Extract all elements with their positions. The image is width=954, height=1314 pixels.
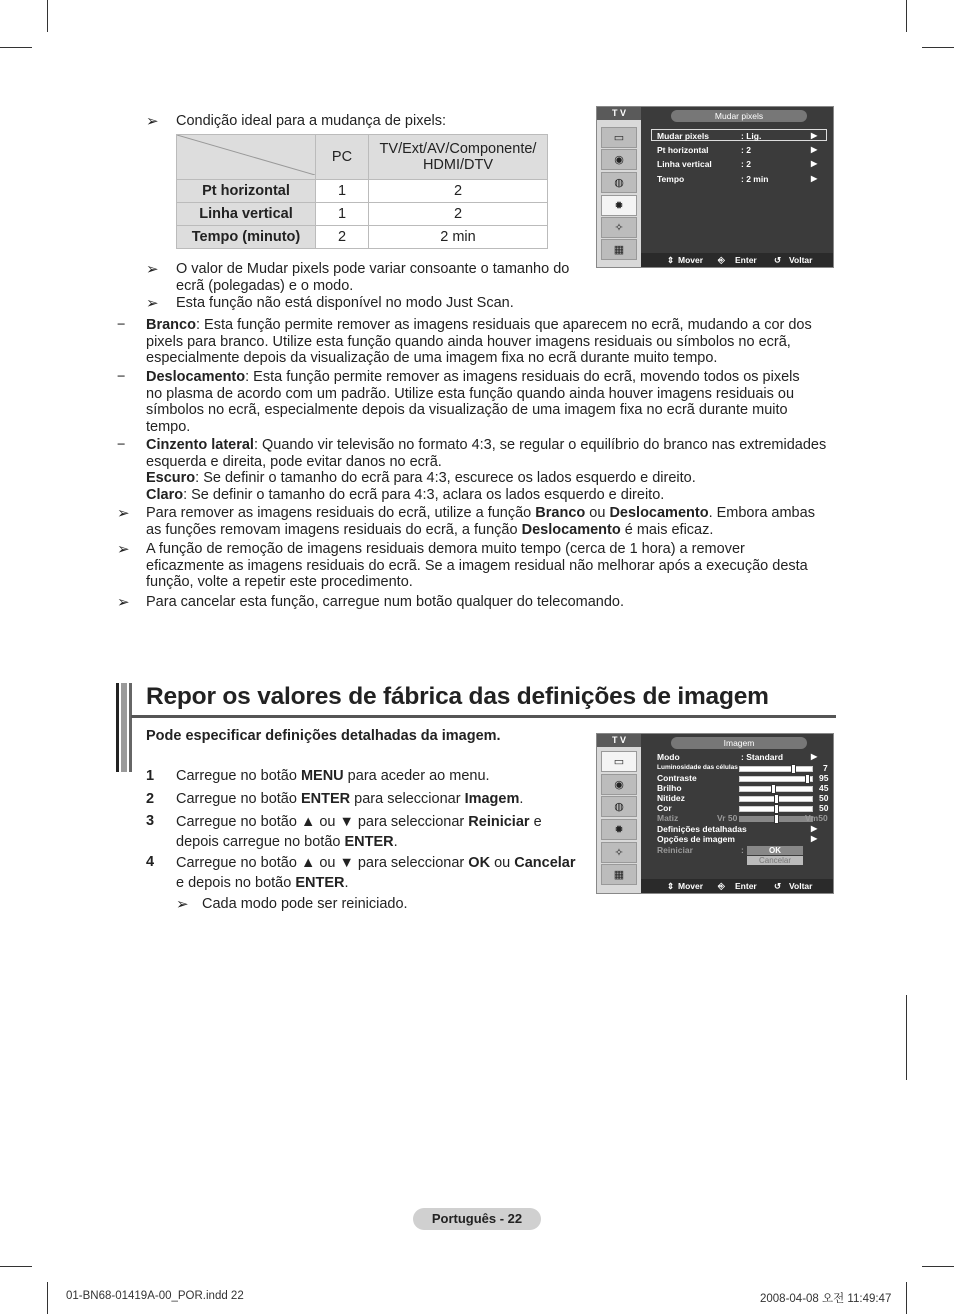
step-1-b: MENU bbox=[300, 768, 344, 784]
tv-osd-imagem bbox=[596, 733, 834, 894]
contraste-value: 95 bbox=[819, 773, 829, 783]
crop-mark bbox=[906, 995, 907, 1080]
intro-text: Pode especificar definições detalhadas da imagem. bbox=[146, 728, 501, 744]
step-2-b: ENTER bbox=[300, 791, 351, 807]
osd-row-matiz bbox=[657, 813, 738, 823]
osd-tv-label: T V bbox=[597, 734, 641, 747]
return-icon: ↺ bbox=[774, 881, 782, 891]
dash-bullet: − bbox=[117, 437, 126, 453]
claro-text: : Se definir o tamanho do ecrã para 4:3, aclara os lados esquerdo e direito. bbox=[183, 486, 665, 503]
crop-mark bbox=[922, 1266, 954, 1267]
matiz-vm: Vm50 bbox=[805, 813, 828, 823]
arrow-right-icon: ▶ bbox=[811, 824, 818, 833]
osd-row-lum[interactable] bbox=[657, 763, 738, 773]
osd-row-label: Modo bbox=[657, 752, 680, 762]
step-3-f: . bbox=[393, 833, 398, 850]
step-number: 1 bbox=[146, 768, 155, 784]
input-icon: ✧ bbox=[601, 217, 637, 238]
sound-icon: ◉ bbox=[601, 149, 637, 170]
osd-row-value: : Standard bbox=[741, 752, 784, 762]
crop-mark bbox=[47, 0, 48, 32]
lum-slider[interactable] bbox=[739, 766, 813, 772]
table-row-label: Linha vertical bbox=[177, 203, 316, 226]
note-value bbox=[176, 261, 569, 294]
step-4-b: OK bbox=[468, 855, 491, 871]
table-row-label: Tempo (minuto) bbox=[177, 226, 316, 249]
arrow-right-icon: ▶ bbox=[811, 752, 818, 761]
osd-row-label: Tempo bbox=[657, 174, 685, 184]
step-2-d: Imagem bbox=[464, 791, 520, 807]
table-cell: 1 bbox=[316, 203, 369, 226]
osd-row[interactable] bbox=[657, 145, 818, 155]
osd-row-label: Linha vertical bbox=[657, 159, 712, 169]
osd-voltar: Voltar bbox=[789, 255, 813, 265]
pixel-table bbox=[176, 134, 548, 249]
osd-row[interactable] bbox=[657, 174, 818, 184]
osd-footer bbox=[641, 879, 833, 893]
tv-osd-mudar-pixels bbox=[596, 106, 834, 268]
note-remove-h: é mais eficaz. bbox=[620, 521, 714, 538]
osd-row-value: : 2 bbox=[741, 159, 751, 169]
heading-bar bbox=[116, 683, 119, 772]
step-note: Cada modo pode ser reiniciado. bbox=[202, 896, 408, 912]
desloc-l2: no plasma de acordo com um padrão. Utilize esta função quando ainda houver imagens residuais ou bbox=[146, 385, 795, 402]
osd-row-label: Opções de imagem bbox=[657, 834, 735, 844]
enter-icon: ⎆ bbox=[718, 255, 725, 265]
crop-mark bbox=[906, 0, 907, 32]
nitidez-slider[interactable] bbox=[739, 796, 813, 802]
updown-icon: ⇕ bbox=[667, 881, 675, 891]
arrow-right-icon: ▶ bbox=[811, 834, 818, 843]
step-number: 2 bbox=[146, 791, 155, 807]
page-footer: Português - 22 bbox=[413, 1208, 541, 1230]
slider-knob[interactable] bbox=[791, 764, 796, 774]
cinzento-l1: : Quando vir televisão no formato 4:3, se regular o equilíbrio do branco nas extremidades bbox=[253, 437, 827, 453]
step-3-c: e bbox=[529, 814, 542, 830]
table-diagonal bbox=[177, 135, 315, 175]
crop-mark bbox=[47, 1282, 48, 1314]
table-cell: 2 bbox=[369, 203, 548, 226]
osd-row-label: Brilho bbox=[657, 783, 682, 793]
step-3-e: ENTER bbox=[344, 833, 394, 850]
note-time-l1: A função de remoção de imagens residuais demora muito tempo (cerca de 1 hora) a remover bbox=[146, 541, 745, 557]
step-4-f: ENTER bbox=[295, 874, 345, 891]
file-name: 01-BN68-01419A-00_POR.indd 22 bbox=[66, 1290, 244, 1302]
note-remove-c: ou bbox=[585, 505, 610, 521]
osd-mover: Mover bbox=[678, 255, 704, 265]
note-remove-g: Deslocamento bbox=[521, 521, 621, 538]
note-time-l3: função, volte a repetir este procedimento. bbox=[146, 574, 413, 590]
slider-knob[interactable] bbox=[774, 794, 779, 804]
arrow-right-icon: ▶ bbox=[811, 131, 818, 140]
contraste-slider[interactable] bbox=[739, 776, 813, 782]
arrow-right-icon: ▶ bbox=[811, 145, 818, 154]
note-arrow-icon: ➢ bbox=[146, 113, 159, 130]
cancelar-button[interactable]: Cancelar bbox=[747, 856, 803, 865]
step-3 bbox=[176, 813, 542, 852]
matiz-slider bbox=[739, 816, 813, 822]
cinzento-paragraph bbox=[146, 437, 846, 503]
osd-row-contraste[interactable] bbox=[657, 773, 697, 783]
arrow-right-icon: ▶ bbox=[811, 159, 818, 168]
step-1-c: para aceder ao menu. bbox=[343, 768, 490, 784]
setup-icon: ✹ bbox=[601, 819, 637, 840]
note-ideal: Condição ideal para a mudança de pixels: bbox=[176, 113, 447, 129]
osd-row-label: Mudar pixels bbox=[657, 131, 709, 141]
osd-row-label: Contraste bbox=[657, 773, 697, 783]
note-value-line2: ecrã (polegadas) e o modo. bbox=[176, 277, 354, 294]
note-value-line1: O valor de Mudar pixels pode variar consoante o tamanho do bbox=[176, 261, 570, 277]
desloc-l3: símbolos no ecrã, especialmente depois da visualização de uma imagem fixa no ecrã durante muito bbox=[146, 402, 788, 418]
cinzento-term: Cinzento lateral bbox=[146, 437, 254, 453]
note-arrow-icon: ➢ bbox=[117, 541, 130, 558]
table-header-pc: PC bbox=[316, 135, 369, 180]
channel-icon: ◍ bbox=[601, 172, 637, 193]
osd-row-opcoes[interactable] bbox=[657, 834, 818, 844]
slider-knob[interactable] bbox=[771, 784, 776, 794]
osd-row-label: Nitidez bbox=[657, 793, 685, 803]
branco-paragraph bbox=[146, 317, 846, 367]
step-3-d: depois carregue no botão bbox=[176, 833, 345, 850]
note-arrow-icon: ➢ bbox=[117, 594, 130, 611]
colon: : bbox=[741, 845, 744, 855]
osd-row-value: : 2 min bbox=[741, 174, 769, 184]
step-number: 3 bbox=[146, 813, 155, 829]
table-cell: 2 bbox=[316, 226, 369, 249]
table-header-tv-line1: TV/Ext/AV/Componente/ bbox=[379, 141, 537, 157]
deslocamento-term: Deslocamento bbox=[146, 369, 246, 385]
osd-row-label: Pt horizontal bbox=[657, 145, 709, 155]
osd-row-label: Definições detalhadas bbox=[657, 824, 747, 834]
note-time bbox=[146, 541, 846, 591]
desloc-l1: : Esta função permite remover as imagens residuais do ecrã, movendo todos os pixels bbox=[245, 369, 800, 385]
step-4-a: Carregue no botão ▲ ou ▼ para seleccionar bbox=[176, 855, 469, 871]
note-remove bbox=[146, 505, 846, 538]
osd-row-reiniciar[interactable] bbox=[657, 845, 744, 855]
slider-knob[interactable] bbox=[805, 774, 810, 784]
step-2-c: para seleccionar bbox=[350, 791, 465, 807]
brilho-value: 45 bbox=[819, 783, 829, 793]
crop-mark bbox=[906, 1282, 907, 1314]
osd-voltar: Voltar bbox=[789, 881, 813, 891]
branco-l2: pixels para branco. Utilize esta função quando ainda houver imagens residuais ou símbolos no ecrã, bbox=[146, 333, 791, 350]
brilho-slider[interactable] bbox=[739, 786, 813, 792]
osd-mover: Mover bbox=[678, 881, 704, 891]
step-4-d: Cancelar bbox=[514, 855, 576, 871]
osd-title: Mudar pixels bbox=[671, 110, 807, 122]
osd-title: Imagem bbox=[671, 737, 807, 749]
step-1-a: Carregue no botão bbox=[176, 768, 301, 784]
step-4-e: e depois no botão bbox=[176, 874, 296, 891]
osd-enter: Enter bbox=[735, 881, 757, 891]
branco-term: Branco bbox=[146, 317, 196, 333]
note-time-l2: eficazmente as imagens residuais do ecrã. Se a imagem residual não melhorar após a execução desta bbox=[146, 557, 808, 574]
osd-row-value: : Lig. bbox=[741, 131, 762, 141]
osd-row-definicoes[interactable] bbox=[657, 824, 818, 834]
slider-knob bbox=[774, 814, 779, 824]
table-header-tv-line2: HDMI/DTV bbox=[422, 157, 494, 173]
dash-bullet: − bbox=[117, 369, 126, 385]
note-justscan: Esta função não está disponível no modo Just Scan. bbox=[176, 295, 514, 311]
osd-row-label: Reiniciar bbox=[657, 845, 693, 855]
step-3-b: Reiniciar bbox=[468, 814, 530, 830]
slider-knob[interactable] bbox=[774, 804, 779, 814]
osd-row-label: Matiz bbox=[657, 813, 679, 823]
escuro-text: : Se definir o tamanho do ecrã para 4:3, escurece os lados esquerdo e direito. bbox=[195, 470, 696, 486]
deslocamento-paragraph bbox=[146, 369, 846, 435]
osd-row[interactable] bbox=[657, 131, 818, 141]
matiz-vr: Vr 50 bbox=[717, 813, 738, 823]
desloc-l4: tempo. bbox=[146, 418, 191, 435]
note-remove-b: Branco bbox=[535, 505, 586, 521]
note-cancel: Para cancelar esta função, carregue num botão qualquer do telecomando. bbox=[146, 594, 625, 610]
branco-l3: especialmente depois da visualização de uma imagem fixa no ecrã durante muito tempo. bbox=[146, 350, 718, 366]
step-number: 4 bbox=[146, 854, 155, 870]
return-icon: ↺ bbox=[774, 255, 782, 265]
crop-mark bbox=[0, 1266, 32, 1267]
heading-underline bbox=[131, 715, 836, 718]
note-arrow-icon: ➢ bbox=[146, 261, 159, 278]
note-arrow-icon: ➢ bbox=[176, 896, 189, 913]
table-row-label: Pt horizontal bbox=[177, 180, 316, 203]
note-remove-a: Para remover as imagens residuais do ecrã, utilize a função bbox=[146, 505, 536, 521]
ok-button[interactable]: OK bbox=[747, 846, 803, 855]
step-1 bbox=[176, 768, 490, 784]
note-arrow-icon: ➢ bbox=[117, 505, 130, 522]
setup-icon: ✹ bbox=[601, 195, 637, 216]
osd-row-label: Cor bbox=[657, 803, 672, 813]
arrow-right-icon: ▶ bbox=[811, 174, 818, 183]
sound-icon: ◉ bbox=[601, 774, 637, 795]
cinzento-l2: esquerda e direita, pode evitar danos no ecrã. bbox=[146, 453, 442, 470]
table-cell: 2 min bbox=[369, 226, 548, 249]
print-date: 2008-04-08 오전 11:49:47 bbox=[760, 1293, 892, 1305]
claro-term: Claro bbox=[146, 486, 184, 503]
step-2-e: . bbox=[519, 791, 524, 807]
crop-mark bbox=[922, 47, 954, 48]
step-3-a: Carregue no botão ▲ ou ▼ para seleccionar bbox=[176, 814, 469, 830]
table-corner bbox=[177, 135, 316, 180]
digital-icon: ▦ bbox=[601, 239, 637, 260]
updown-icon: ⇕ bbox=[667, 255, 675, 265]
step-2 bbox=[176, 791, 523, 807]
osd-row-label: Luminosidade das células bbox=[657, 764, 738, 771]
cor-value: 50 bbox=[819, 803, 829, 813]
step-4-g: . bbox=[344, 874, 349, 891]
osd-enter: Enter bbox=[735, 255, 757, 265]
picture-icon: ▭ bbox=[601, 751, 637, 772]
channel-icon: ◍ bbox=[601, 796, 637, 817]
note-remove-d: Deslocamento bbox=[609, 505, 709, 521]
escuro-term: Escuro bbox=[146, 470, 196, 486]
step-2-a: Carregue no botão bbox=[176, 791, 301, 807]
step-4 bbox=[176, 854, 576, 893]
heading-bar bbox=[121, 683, 127, 772]
lum-value: 7 bbox=[823, 763, 828, 773]
nitidez-value: 50 bbox=[819, 793, 829, 803]
heading-bar bbox=[129, 683, 132, 772]
cor-slider[interactable] bbox=[739, 806, 813, 812]
section-heading: Repor os valores de fábrica das definições de imagem bbox=[146, 683, 769, 710]
table-cell: 2 bbox=[369, 180, 548, 203]
table-cell: 1 bbox=[316, 180, 369, 203]
osd-row-nitidez[interactable] bbox=[657, 793, 685, 803]
osd-row-value: : 2 bbox=[741, 145, 751, 155]
osd-row[interactable] bbox=[657, 159, 818, 169]
osd-tv-label: T V bbox=[597, 107, 641, 120]
table-header-tv bbox=[369, 135, 548, 180]
step-4-c: ou bbox=[490, 855, 515, 871]
note-remove-f: as funções removam imagens residuais do ecrã, a função bbox=[146, 521, 522, 538]
note-arrow-icon: ➢ bbox=[146, 295, 159, 312]
osd-row-cor[interactable] bbox=[657, 803, 672, 813]
picture-icon: ▭ bbox=[601, 127, 637, 148]
note-remove-e: . Embora ambas bbox=[708, 505, 815, 521]
branco-l1: : Esta função permite remover as imagens residuais que aparecem no ecrã, mudando a cor dos bbox=[195, 317, 812, 333]
osd-row-modo[interactable] bbox=[657, 752, 818, 762]
enter-icon: ⎆ bbox=[718, 881, 725, 891]
input-icon: ✧ bbox=[601, 842, 637, 863]
digital-icon: ▦ bbox=[601, 864, 637, 885]
crop-mark bbox=[0, 47, 32, 48]
dash-bullet: − bbox=[117, 317, 126, 333]
osd-footer bbox=[641, 253, 833, 267]
osd-row-brilho[interactable] bbox=[657, 783, 682, 793]
